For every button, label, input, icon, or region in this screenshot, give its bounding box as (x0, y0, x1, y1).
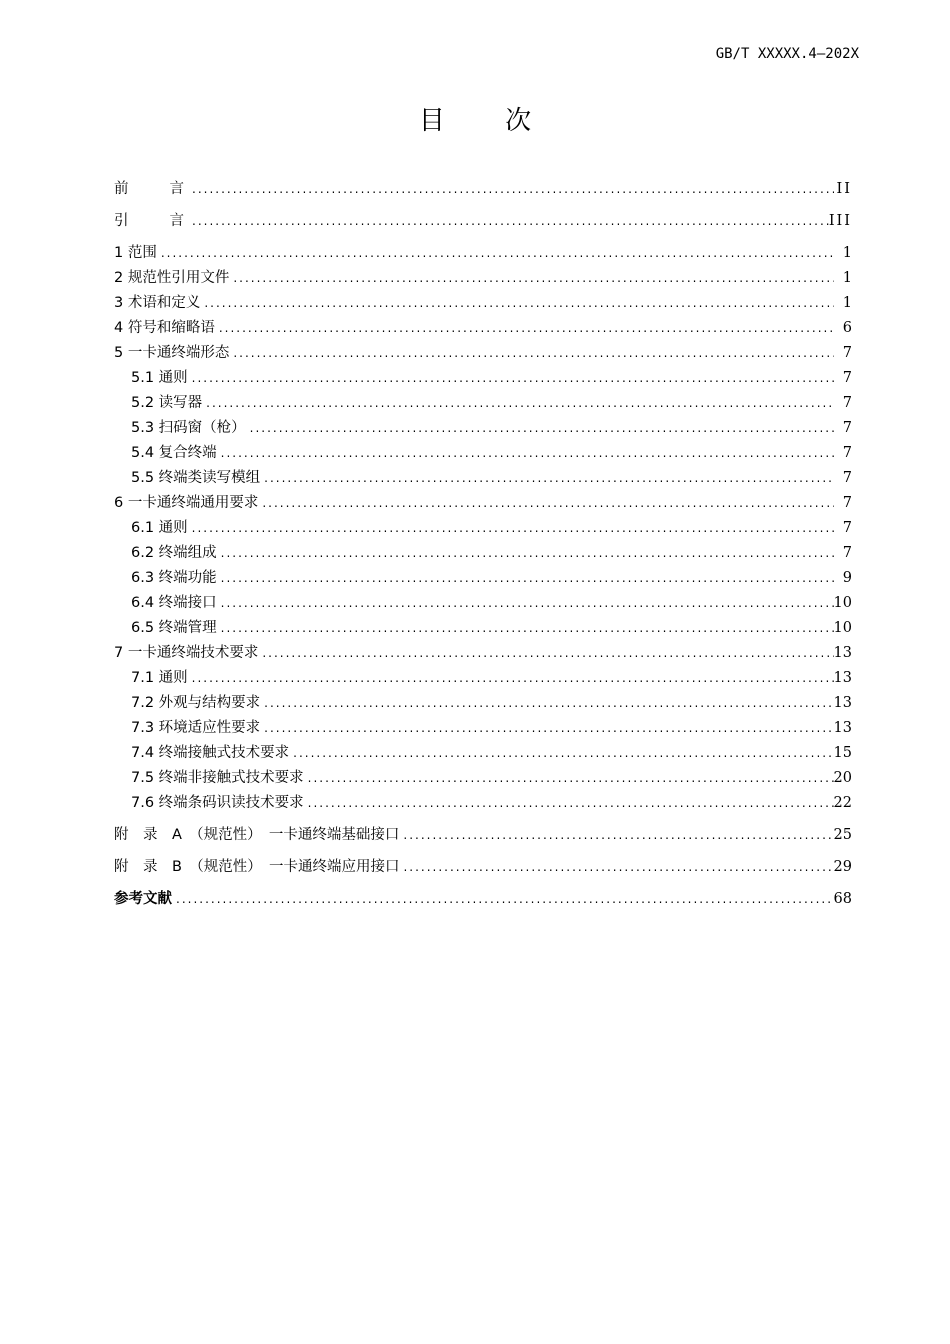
toc-entry[interactable] (114, 738, 852, 763)
toc-entry[interactable] (114, 713, 852, 738)
toc-leader-dots (217, 443, 834, 463)
toc-entry[interactable] (114, 613, 852, 638)
toc-leader-dots (258, 493, 834, 513)
toc-entry[interactable] (114, 852, 852, 877)
toc-entry[interactable] (114, 263, 852, 288)
table-of-contents (114, 174, 852, 909)
toc-entry-page: 7 (842, 495, 852, 511)
toc-entry-label: 7.4 终端接触式技术要求 (131, 745, 290, 761)
toc-entry[interactable] (114, 563, 852, 588)
toc-entry-page: 9 (842, 570, 852, 586)
toc-entry-page: 10 (833, 595, 852, 611)
toc-entry-page: 13 (833, 645, 852, 661)
toc-leader-dots (217, 568, 834, 588)
toc-entry-label: 6.4 终端接口 (131, 595, 217, 611)
toc-entry[interactable] (114, 363, 852, 388)
toc-leader-dots (399, 825, 833, 845)
toc-leader-dots (188, 518, 834, 538)
toc-entry-label: 7.1 通则 (131, 670, 188, 686)
toc-entry-page: 7 (842, 420, 852, 436)
toc-entry[interactable] (114, 463, 852, 488)
toc-entry-page: II (836, 181, 852, 197)
toc-entry-page: 7 (842, 395, 852, 411)
toc-entry-label: 7.6 终端条码识读技术要求 (131, 795, 304, 811)
toc-entry-page: III (828, 213, 852, 229)
toc-entry-label: 6.3 终端功能 (131, 570, 217, 586)
toc-entry-label: 附 录 B （规范性） 一卡通终端应用接口 (114, 859, 400, 875)
toc-leader-dots (258, 643, 833, 663)
toc-entry-label: 前 言 (114, 181, 188, 197)
toc-entry[interactable] (114, 438, 852, 463)
toc-leader-dots (304, 793, 834, 813)
toc-entry-page: 6 (842, 320, 852, 336)
toc-entry-page: 1 (842, 270, 852, 286)
toc-leader-dots (260, 468, 834, 488)
toc-entry[interactable] (114, 238, 852, 263)
toc-entry[interactable] (114, 174, 852, 199)
toc-leader-dots (188, 668, 834, 688)
toc-leader-dots (399, 857, 833, 877)
toc-entry[interactable] (114, 688, 852, 713)
toc-entry-page: 15 (833, 745, 852, 761)
toc-entry[interactable] (114, 763, 852, 788)
toc-entry-label: 5 一卡通终端形态 (114, 345, 230, 361)
toc-leader-dots (157, 243, 834, 263)
toc-entry-page: 7 (842, 470, 852, 486)
toc-leader-dots (215, 318, 834, 338)
toc-entry-label: 5.5 终端类读写模组 (131, 470, 261, 486)
toc-leader-dots (200, 293, 834, 313)
toc-entry[interactable] (114, 513, 852, 538)
toc-entry[interactable] (114, 338, 852, 363)
toc-entry[interactable] (114, 884, 852, 909)
toc-leader-dots (304, 768, 834, 788)
toc-leader-dots (229, 268, 834, 288)
toc-leader-dots (188, 179, 834, 199)
toc-entry-page: 7 (842, 370, 852, 386)
toc-entry-page: 7 (842, 545, 852, 561)
toc-entry-page: 1 (842, 295, 852, 311)
toc-leader-dots (188, 368, 834, 388)
toc-entry-label: 4 符号和缩略语 (114, 320, 215, 336)
toc-entry-page: 13 (833, 720, 852, 736)
toc-entry-page: 22 (833, 795, 852, 811)
toc-entry[interactable] (114, 288, 852, 313)
toc-leader-dots (217, 618, 834, 638)
toc-leader-dots (217, 593, 834, 613)
toc-entry-page: 7 (842, 345, 852, 361)
toc-leader-dots (172, 889, 834, 909)
toc-entry-label: 6 一卡通终端通用要求 (114, 495, 259, 511)
toc-entry-label: 6.1 通则 (131, 520, 188, 536)
toc-entry-label: 1 范围 (114, 245, 157, 261)
toc-entry[interactable] (114, 413, 852, 438)
toc-leader-dots (229, 343, 834, 363)
toc-entry-label: 7 一卡通终端技术要求 (114, 645, 259, 661)
toc-entry-page: 13 (833, 670, 852, 686)
toc-entry-page: 68 (833, 891, 852, 907)
toc-entry[interactable] (114, 206, 852, 231)
toc-entry-label: 参考文献 (114, 891, 172, 907)
toc-entry[interactable] (114, 588, 852, 613)
toc-entry-label: 引 言 (114, 213, 188, 229)
toc-entry-page: 10 (833, 620, 852, 636)
toc-entry-label: 3 术语和定义 (114, 295, 201, 311)
toc-entry-page: 25 (833, 827, 852, 843)
toc-entry-label: 6.5 终端管理 (131, 620, 217, 636)
toc-leader-dots (260, 718, 833, 738)
toc-entry-label: 附 录 A （规范性） 一卡通终端基础接口 (114, 827, 400, 843)
toc-entry-page: 29 (833, 859, 852, 875)
toc-entry[interactable] (114, 388, 852, 413)
toc-entry-label: 7.5 终端非接触式技术要求 (131, 770, 304, 786)
toc-entry-label: 5.4 复合终端 (131, 445, 217, 461)
toc-entry-label: 6.2 终端组成 (131, 545, 217, 561)
page-title: 目 次 (418, 106, 558, 136)
toc-entry-label: 5.2 读写器 (131, 395, 203, 411)
toc-entry[interactable] (114, 488, 852, 513)
toc-entry-label: 5.1 通则 (131, 370, 188, 386)
toc-leader-dots (202, 393, 834, 413)
toc-entry-page: 13 (833, 695, 852, 711)
toc-entry-label: 5.3 扫码窗（枪） (131, 420, 246, 436)
toc-entry[interactable] (114, 538, 852, 563)
toc-leader-dots (188, 211, 829, 231)
standard-number: GB/T XXXXX.4—202X (715, 46, 859, 62)
toc-entry[interactable] (114, 788, 852, 813)
toc-entry-page: 7 (842, 520, 852, 536)
toc-entry[interactable] (114, 663, 852, 688)
toc-entry-label: 2 规范性引用文件 (114, 270, 230, 286)
toc-entry[interactable] (114, 638, 852, 663)
toc-leader-dots (246, 418, 834, 438)
toc-leader-dots (289, 743, 833, 763)
toc-entry[interactable] (114, 820, 852, 845)
toc-entry-page: 20 (833, 770, 852, 786)
toc-entry[interactable] (114, 313, 852, 338)
toc-entry-label: 7.3 环境适应性要求 (131, 720, 261, 736)
toc-entry-page: 7 (842, 445, 852, 461)
toc-entry-label: 7.2 外观与结构要求 (131, 695, 261, 711)
toc-entry-page: 1 (842, 245, 852, 261)
toc-leader-dots (260, 693, 833, 713)
toc-leader-dots (217, 543, 834, 563)
